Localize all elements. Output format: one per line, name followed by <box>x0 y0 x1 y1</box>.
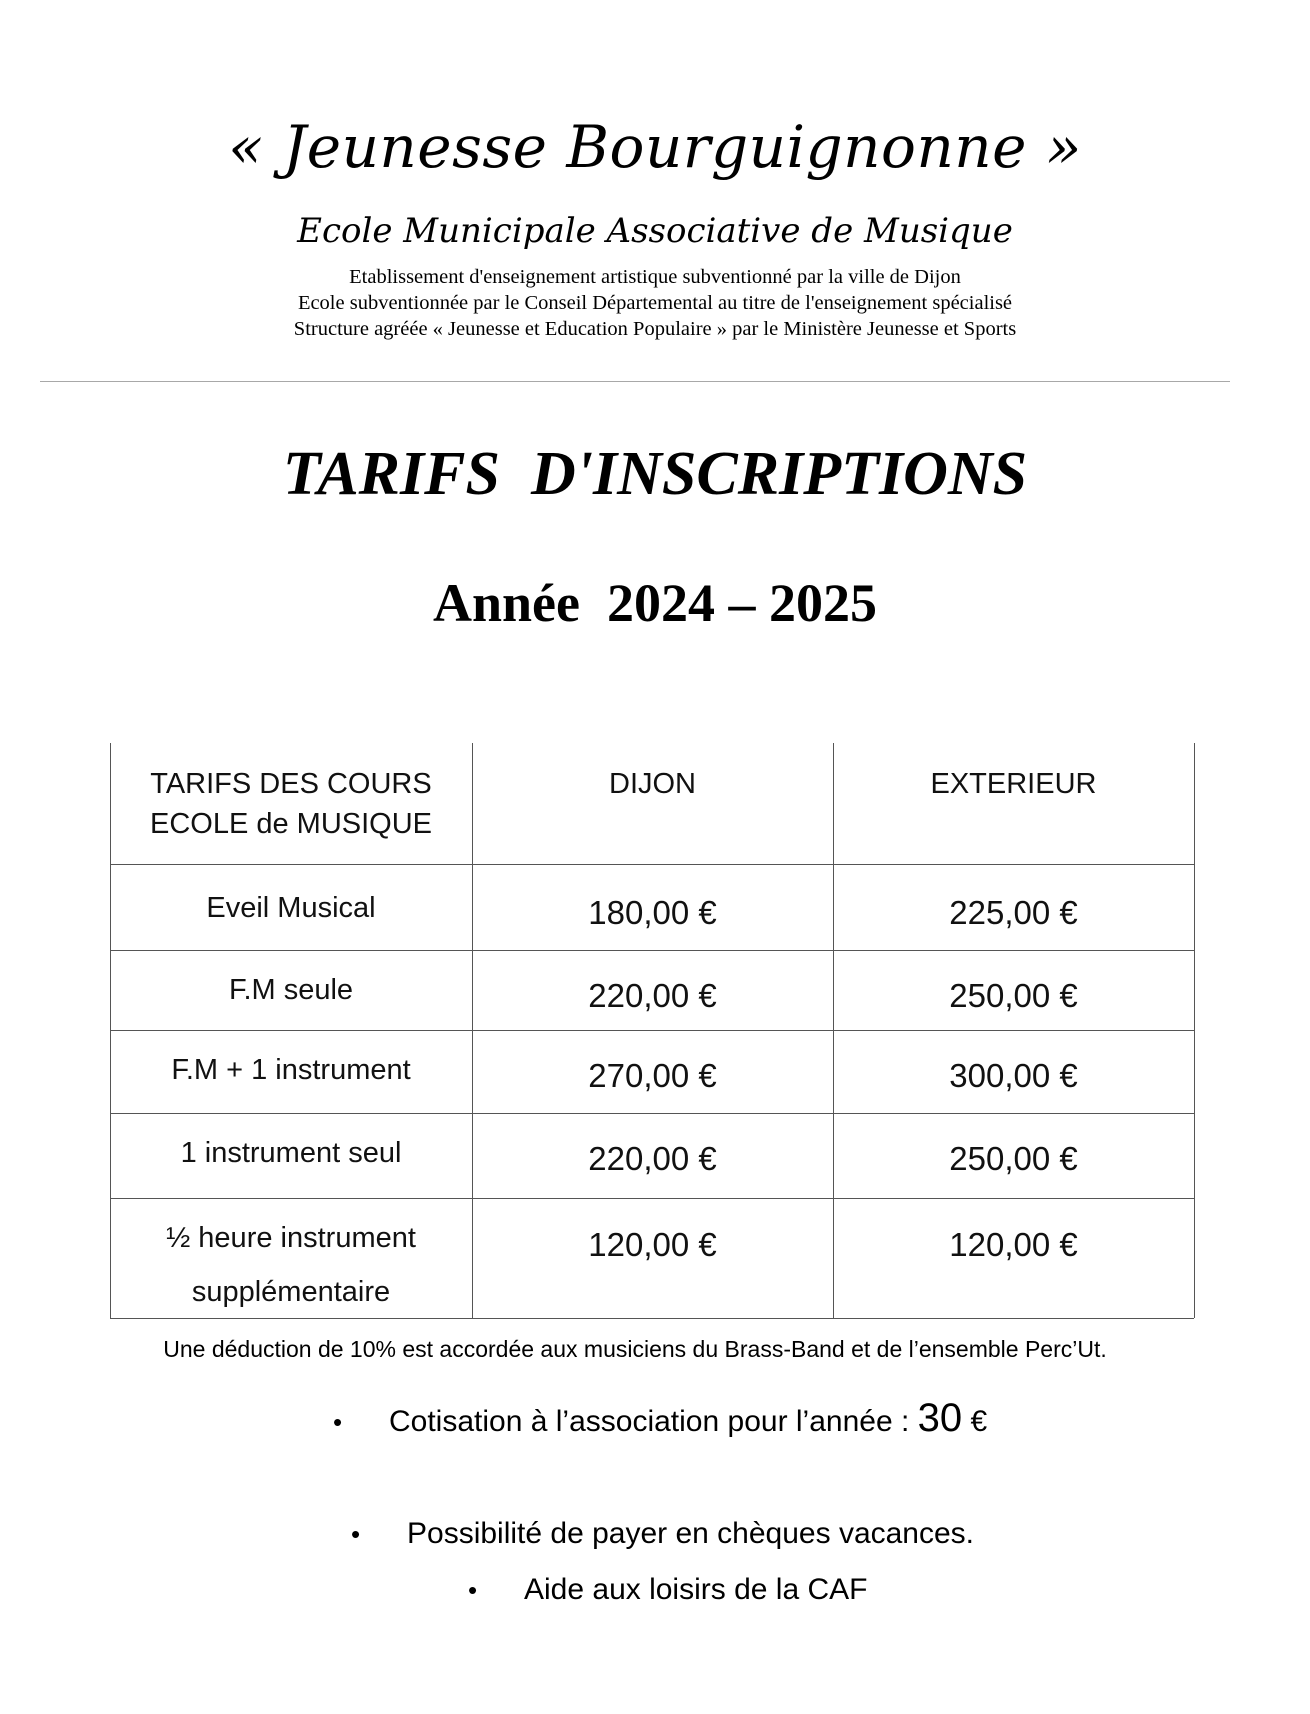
table-row-divider <box>110 1113 1194 1114</box>
course-label: F.M + 1 instrument <box>171 1054 411 1086</box>
bullet-cheques-vacances <box>351 1514 974 1554</box>
header-line: TARIFS DES COURS <box>150 768 432 800</box>
caf-text: Aide aux loisirs de la CAF <box>524 1573 868 1606</box>
price-exterieur: 250,00 € <box>949 1140 1078 1177</box>
accreditation-line: Ecole subventionnée par le Conseil Départemental au titre de l'enseignement spécialisé <box>297 292 1013 314</box>
table-row-divider <box>110 1198 1194 1199</box>
bullet-symbol: • <box>468 1575 478 1605</box>
bullet-symbol: • <box>333 1407 343 1437</box>
school-name: « Jeunesse Bourguignonne » <box>228 113 1082 181</box>
price-exterieur: 120,00 € <box>949 1226 1078 1263</box>
price-dijon: 180,00 € <box>588 894 717 931</box>
cotisation-text: Cotisation à l’association pour l’année : <box>389 1405 918 1438</box>
course-label: 1 instrument seul <box>180 1137 402 1169</box>
table-header-dijon: DIJON <box>609 768 696 800</box>
course-label-line: supplémentaire <box>191 1276 391 1308</box>
course-label: Eveil Musical <box>206 892 376 924</box>
header-line: ECOLE de MUSIQUE <box>149 808 433 840</box>
bullet-symbol: • <box>351 1519 361 1549</box>
table-header-course <box>110 764 472 844</box>
accreditation-line: Etablissement d'enseignement artistique subventionné par la ville de Dijon <box>349 266 961 288</box>
table-row-divider <box>110 950 1194 951</box>
table-row-divider <box>110 864 1194 865</box>
course-label <box>110 1211 472 1319</box>
bullet-caf <box>468 1570 867 1610</box>
price-dijon: 120,00 € <box>588 1226 717 1263</box>
accreditation-line: Structure agréée « Jeunesse et Education Populaire » par le Ministère Jeunesse et Sports <box>293 318 1017 340</box>
price-dijon: 220,00 € <box>588 977 717 1014</box>
deduction-note: Une déduction de 10% est accordée aux musiciens du Brass-Band et de l’ensemble Perc’Ut. <box>163 1336 1107 1362</box>
school-subtitle: Ecole Municipale Associative de Musique <box>297 211 1013 251</box>
page-title: TARIFS D'INSCRIPTIONS <box>282 440 1028 508</box>
price-dijon: 270,00 € <box>588 1057 717 1094</box>
table-row-divider <box>110 1030 1194 1031</box>
course-label-line: ½ heure instrument <box>166 1222 416 1254</box>
cheques-text: Possibilité de payer en chèques vacances. <box>407 1517 975 1550</box>
tariff-table <box>110 743 1194 1318</box>
course-label: F.M seule <box>228 974 354 1006</box>
cotisation-amount: 30 <box>917 1396 963 1440</box>
bullet-cotisation <box>333 1398 987 1442</box>
price-exterieur: 225,00 € <box>949 894 1078 931</box>
price-dijon: 220,00 € <box>588 1140 717 1177</box>
school-year: Année 2024 – 2025 <box>433 573 877 633</box>
price-exterieur: 300,00 € <box>949 1057 1078 1094</box>
table-border-right <box>1194 743 1195 1318</box>
price-exterieur: 250,00 € <box>949 977 1078 1014</box>
cotisation-currency: € <box>970 1405 988 1438</box>
header-divider <box>40 381 1230 382</box>
table-header-exterieur: EXTERIEUR <box>930 768 1097 800</box>
